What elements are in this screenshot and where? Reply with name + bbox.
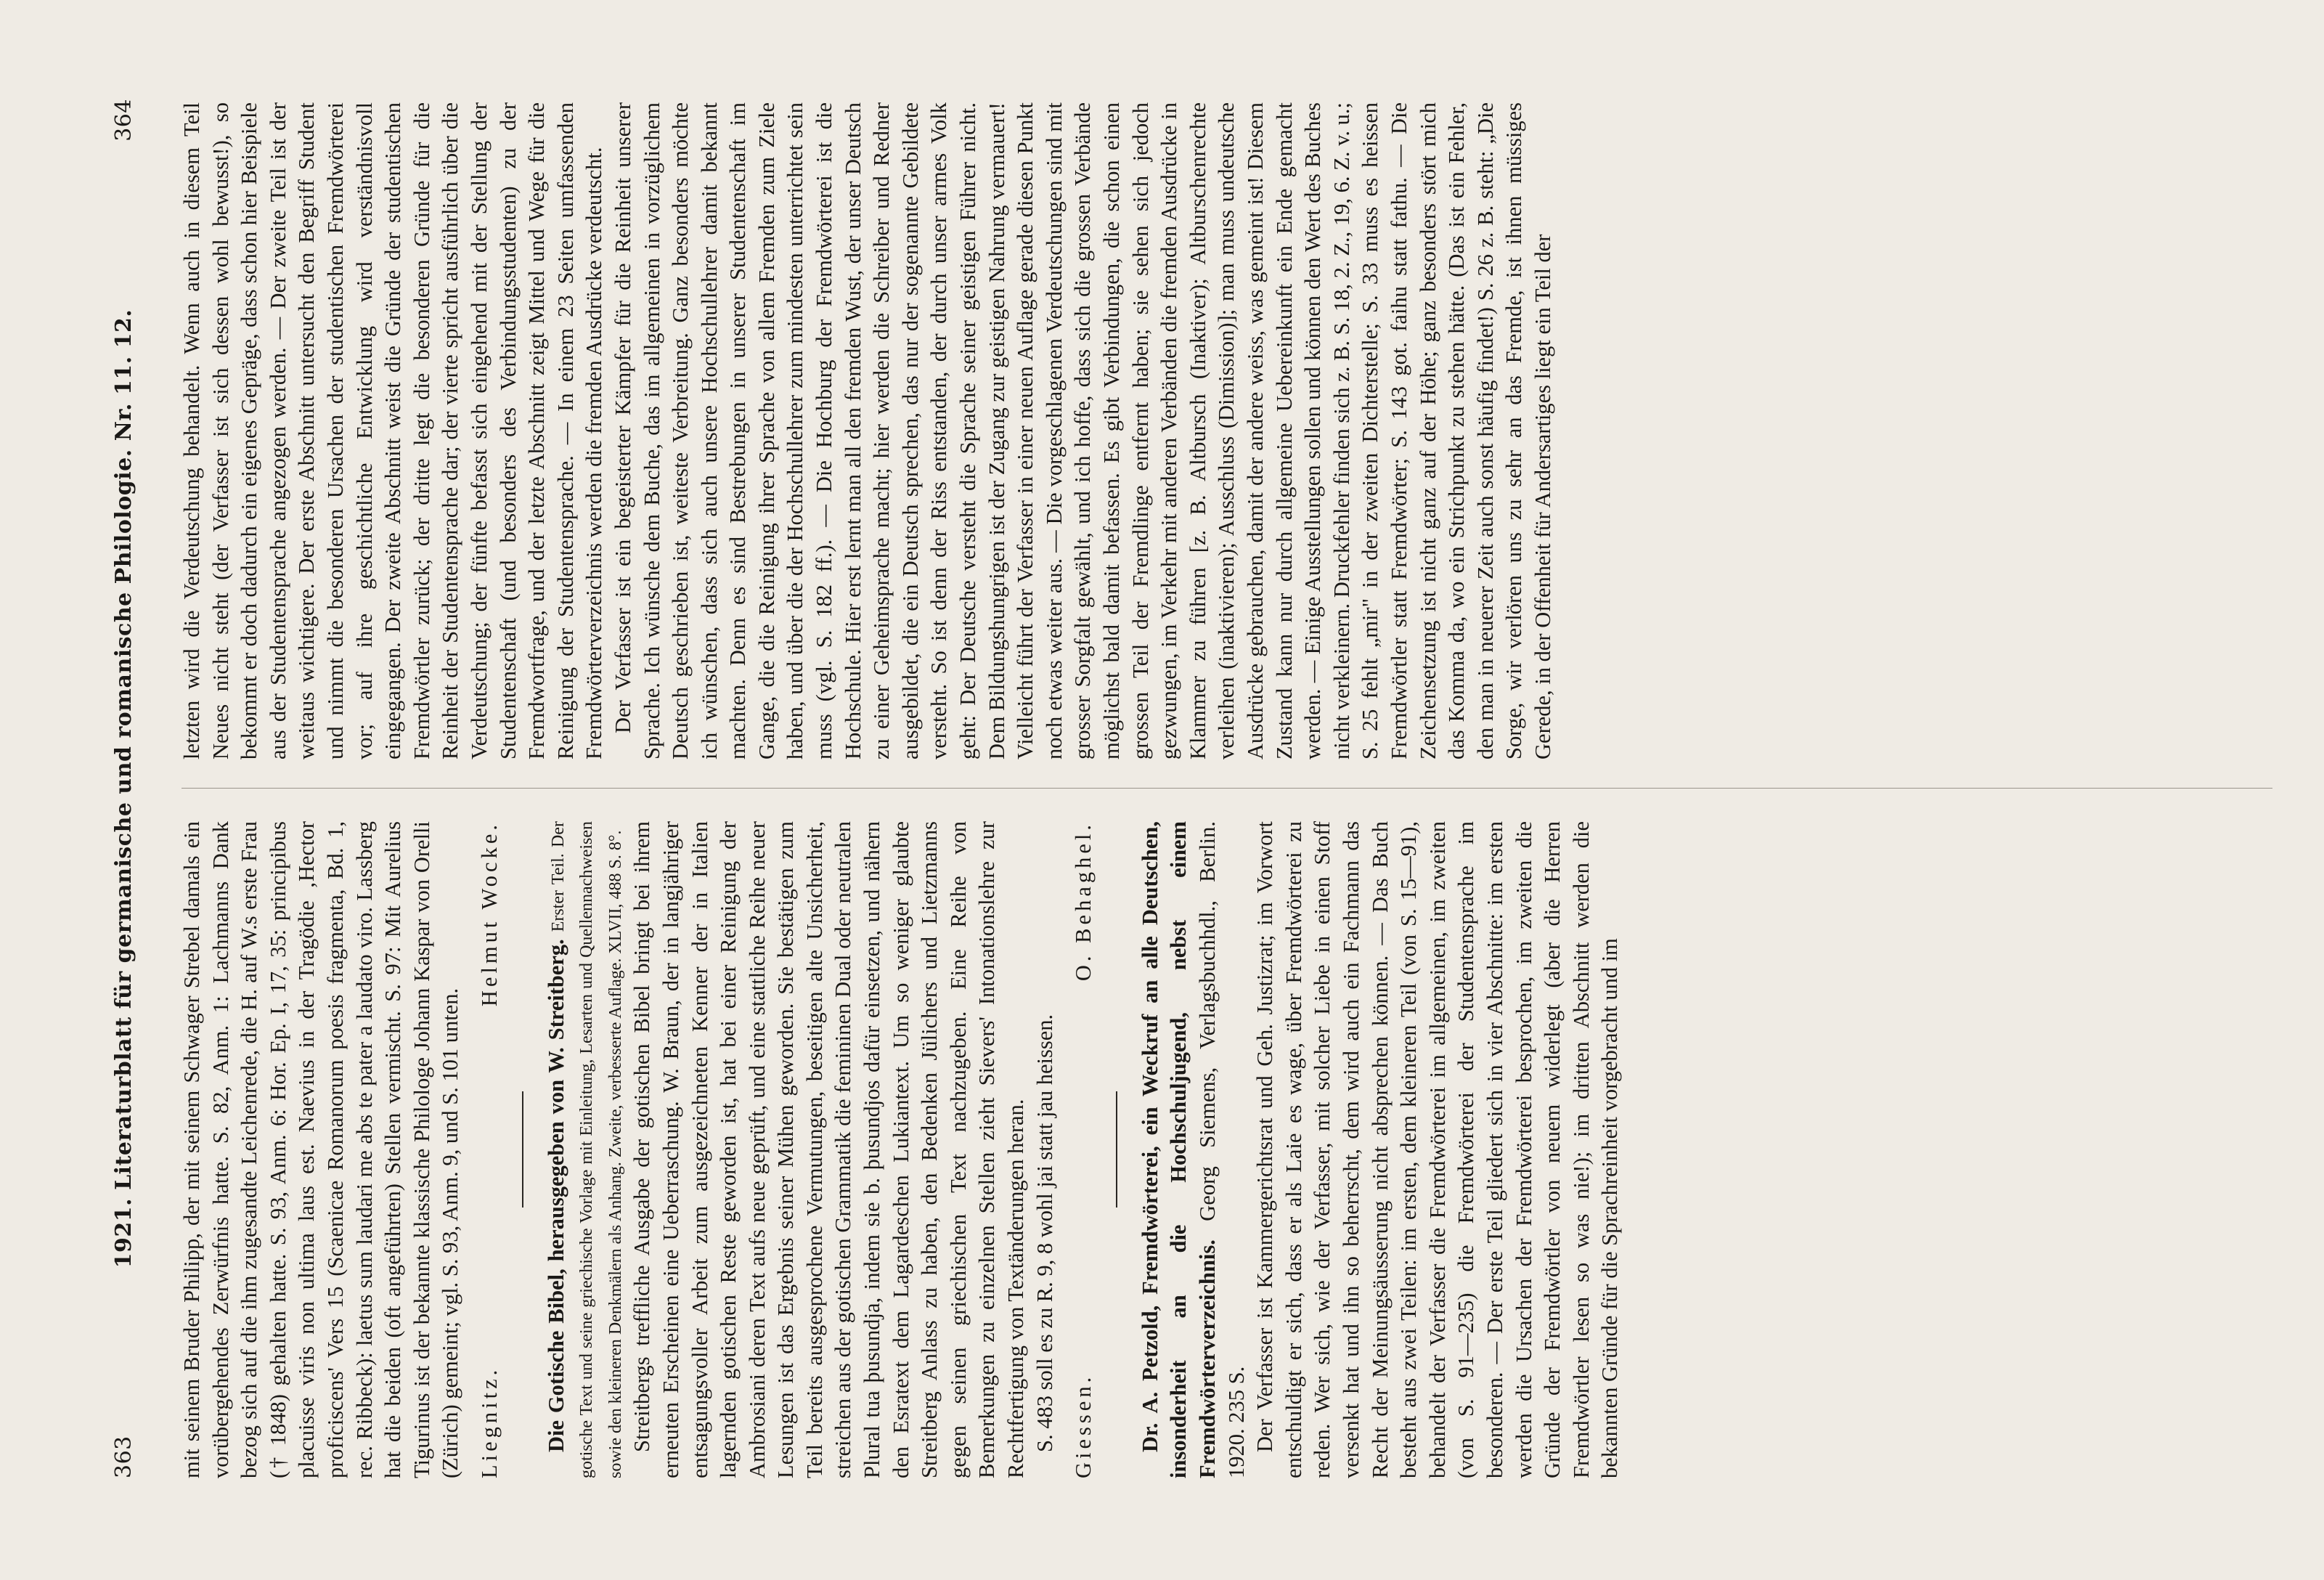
paragraph: mit seinem Bruder Philipp, der mit seinem Schwager Strebel damals ein vorübergehendes Zerwürfnis hatte. S. 82, Anm. 1: Lachmanns Dank bezog sich auf die ihm zugesandte Leichenrede, die H. auf W.s erste Frau († 1848) gehalten hatte. S. 93, Anm. 6: Hor. Ep. I, 17, 35: principibus placuisse viris non ultima laus est. Naevius in der Tragödie ‚Hector proficiscens' Vers 15 (Scaenicae Romanorum poesis fragmenta, Bd. 1, rec. Ribbeck): laetus sum laudari me abs te pater a laudato viro. Lassberg hat die beiden (oft angeführten) Stellen vermischt. S. 97: Mit Aurelius Tigurinus ist der bekannte klassische Philologe Johann Kaspar von Orelli (Zürich) gemeint; vgl. S. 93, Anm. 9, und S. 101 unten. bbox=[179, 821, 463, 1478]
paragraph: S. 483 soll es zu R. 9, 8 wohl jai statt jau heissen. bbox=[1032, 1014, 1057, 1452]
section-rule bbox=[1116, 1092, 1117, 1208]
review-bibliography: Georg Siemens, Verlagsbuchhdl., Berlin. 1920. 235 S. bbox=[1195, 821, 1249, 1478]
review-heading bbox=[1136, 821, 1251, 1478]
signature-place: Giessen. bbox=[1071, 1373, 1096, 1478]
journal-title: 1921. Literaturblatt für germanische und romanische Philologie. Nr. 11. 12. bbox=[110, 309, 136, 1269]
paragraph: Streitbergs treffliche Ausgabe der gotischen Bibel bringt bei ihrem erneuten Erscheinen eine Ueberraschung. W. Braun, der in langjähriger entsagungsvoller Arbeit zum ausgezeichneten Kenner der in Italien lagernden gotischen Reste geworden ist, hat bei einer Reinigung der Ambrosiani deren Text aufs neue geprüft, und eine stattliche Reihe neuer Lesungen ist das Ergebnis seiner Mühen geworden. Sie bestätigen zum Teil bereits ausgesprochene Vermutungen, beseitigen alte Unsicherheit, streichen aus der gotischen Grammatik die femininen Dual oder neutralen Plural tua þusundja, indem sie b. þusundjos dafür einsetzen, und nähern den Esratext dem Lagardeschen Lukiantext. Um so weniger glaubte Streitberg Anlass zu haben, den Bedenken Jülichers und Lietzmanns gegen seinen griechischen Text nachzugeben. Eine Reihe von Bemerkungen zu einzelnen Stellen zieht Sievers' Intonationslehre zur Rechtfertigung von Textänderungen heran. bbox=[629, 821, 1029, 1478]
review-title: Dr. A. Petzold, Fremdwörterei, ein Weckruf an alle Deutschen, insonderheit an die Hochschuljugend, nebst einem Fremdwörterverzeichnis. bbox=[1137, 821, 1220, 1478]
paragraph: letzten wird die Verdeutschung behandelt. Wenn auch in diesem Teil Neues nicht steht (der Verfasser ist sich dessen wohl bewusst!), so bekommt er doch dadurch ein eigenes Gepräge, dass schon hier Beispiele aus der Studentensprache angezogen werden. — Der zweite Teil ist der weitaus wichtigere. Der erste Abschnitt untersucht den Begriff Student und nimmt die besonderen Ursachen der studentischen Fremdwörterei vor; auf ihre geschichtliche Entwicklung wird verständnisvoll eingegangen. Der zweite Abschnitt weist die Gründe der studentischen Fremdwörtler zurück; der dritte legt die besonderen Gründe für die Reinheit der Studentensprache dar; der vierte spricht ausführlich über die Verdeutschung; der fünfte befasst sich eingehend mit der Stellung der Studentenschaft (und besonders des Verbindungsstudenten) zu der Fremdwortfrage, und der letzte Abschnitt zeigt Mittel und Wege für die Reinigung der Studentensprache. — In einem 23 Seiten umfassenden Fremdwörterverzeichnis werden die fremden Ausdrücke verdeutscht. bbox=[179, 102, 607, 760]
signature-name: O. Behaghel. bbox=[1071, 821, 1096, 982]
page-number-right: 364 bbox=[110, 99, 136, 142]
column-divider bbox=[182, 788, 2272, 789]
paragraph: Der Verfasser ist ein begeisterter Kämpfer für die Reinheit unserer Sprache. Ich wünsche dem Buche, das im allgemeinen in vorzüglichem Deutsch geschrieben ist, weiteste Verbreitung. Ganz besonders möchte ich wünschen, dass sich auch unsere Hochschullehrer damit bekannt machten. Denn es sind Bestrebungen in unserer Studentenschaft im Gange, die die Reinigung ihrer Sprache von allem Fremden zum Ziele haben, und über die der Hochschullehrer zum mindesten unterrichtet sein muss (vgl. S. 182 ff.). — Die Hochburg der Fremdwörterei ist die Hochschule. Hier erst lernt man all den fremden Wust, der unser Deutsch zu einer Geheimsprache macht; hier werden die Schreiber und Redner ausgebildet, die ein Deutsch sprechen, das nur der sogenannte Gebildete versteht. So ist denn der Riss entstanden, der durch unser armes Volk geht: Der Deutsche versteht die Sprache seiner geistigen Führer nicht. Dem Bildungshungrigen ist der Zugang zur geistigen Nahrung vermauert! Vielleicht führt der Verfasser in einer neuen Auflage gerade diesen Punkt noch etwas weiter aus. — Die vorgeschlagenen Verdeutschungen sind mit grosser Sorgfalt gewählt, und ich hoffe, dass sich die grossen Verbände möglichst bald damit befassen. Es gibt Verbindungen, die schon einen grossen Teil der Fremdlinge entfernt haben; sie sehen sich jedoch gezwungen, im Verkehr mit anderen Verbänden die fremden Ausdrücke in Klammer zu führen [z. B. Altbursch (Inaktiver); Altburschenrechte verleihen (inaktivieren); Ausschluss (Dimission)]; man muss undeutsche Ausdrücke gebrauchen, damit der andere weiss, was gemeint ist! Diesem Zustand kann nur durch allgemeine Uebereinkunft ein Ende gemacht werden. — Einige Ausstellungen sollen und können den Wert des Buches nicht verkleinern. Druckfehler finden sich z. B. S. 18, 2. Z., 19, 6. Z. v. u.; S. 25 fehlt „mir" in der zweiten Dichterstelle; S. 33 muss es heissen Fremdwörtler statt Fremdwörter; S. 143 got. faihu statt fathu. — Die Zeichensetzung ist nicht ganz auf der Höhe; ganz besonders stört mich das Komma da, wo ein Strichpunkt zu stehen hätte. (Das ist ein Fehler, den man in neuerer Zeit auch sonst häufig findet!) S. 26 z. B. steht: „Die Sorge, wir verlören uns zu sehr an das Fremde, ist ihnen müssiges Gerede, in der Offenheit für Andersartiges liegt ein Teil der bbox=[610, 102, 1555, 760]
right-column bbox=[178, 102, 1558, 760]
section-rule bbox=[522, 1092, 523, 1208]
running-header bbox=[102, 99, 145, 1478]
review-heading bbox=[542, 821, 629, 1478]
signature bbox=[1069, 821, 1098, 1478]
signature-place: Liegnitz. bbox=[476, 1366, 502, 1478]
signature-name: Helmut Wocke. bbox=[476, 821, 502, 1007]
review-title: Die Gotische Bibel, herausgegeben von W. Streitberg. bbox=[543, 939, 568, 1452]
review-bibliography: Erster Teil. Der gotische Text und seine griechische Vorlage mit Einleitung, Lesarten und Quellennachweisen sowie den kleineren Denkmälern als Anhang. Zweite, verbesserte Auflage. XLVII, 488 S. 8°. bbox=[548, 821, 625, 1478]
paragraph: Der Verfasser ist Kammergerichtsrat und Geh. Justizrat; im Vorwort entschuldigt er sich, dass er als Laie es wage, über Fremdwörterei zu reden. Wer sich, wie der Verfasser, mit solcher Liebe in einen Stoff versenkt hat und ihn so beherrscht, dem wird auch ein Fachmann das Recht der Meinungsäusserung nicht absprechen können. — Das Buch besteht aus zwei Teilen: im ersten, dem kleineren Teil (von S. 15—91), behandelt der Verfasser die Fremdwörterei im allgemeinen, im zweiten (von S. 91—235) die Fremdwörterei der Studentensprache im besonderen. — Der erste Teil gliedert sich in vier Abschnitte: im ersten werden die Ursachen der Fremdwörterei besprochen, im zweiten die Gründe der Fremdwörtler von neuem widerlegt (aber die Herren Fremdwörtler lesen so was nie!); im dritten Abschnitt werden die bekannten Gründe für die Sprachreinheit vorgebracht und im bbox=[1252, 821, 1623, 1478]
page-number-left: 363 bbox=[110, 1436, 136, 1478]
left-column bbox=[178, 821, 1625, 1478]
signature bbox=[476, 821, 505, 1478]
